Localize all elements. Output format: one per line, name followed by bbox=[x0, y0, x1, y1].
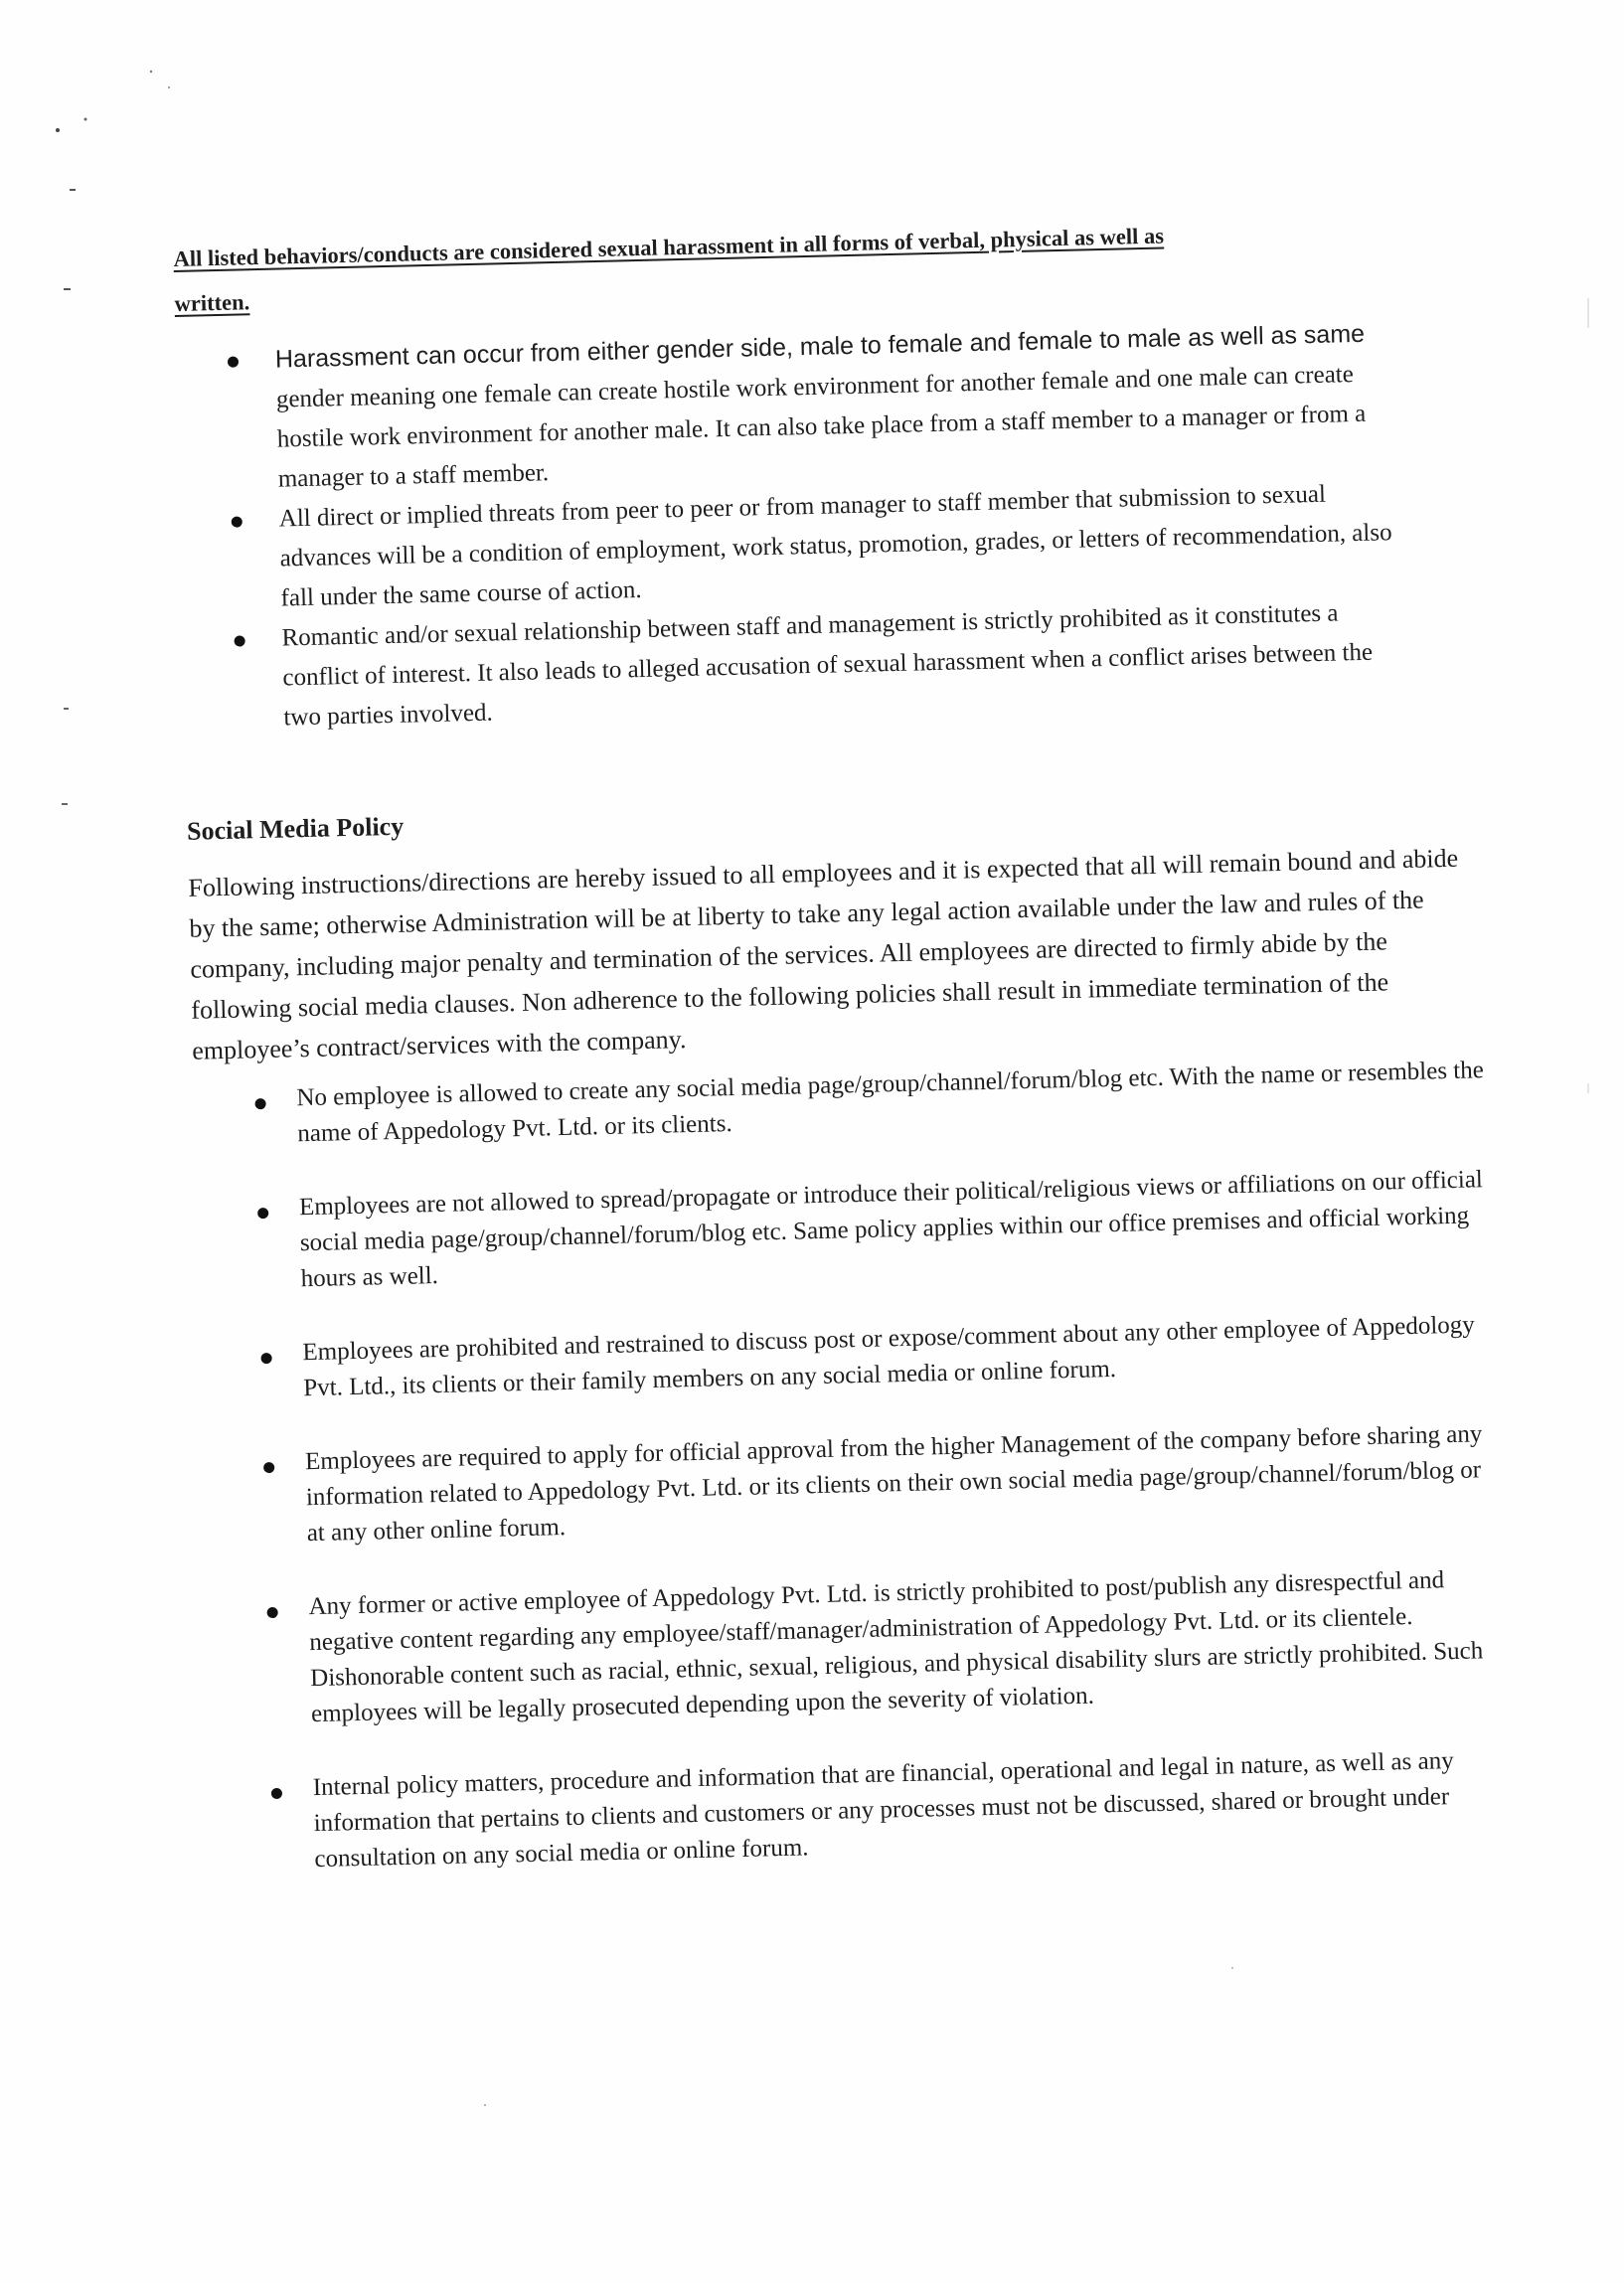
bullet-icon bbox=[232, 516, 243, 527]
bullet-icon bbox=[267, 1607, 278, 1618]
bullet-icon bbox=[234, 635, 244, 646]
list-item bbox=[175, 313, 1410, 502]
section-title: Social Media Policy bbox=[186, 811, 405, 846]
list-item bbox=[199, 1307, 1496, 1409]
list-item-text: No employee is allowed to create any social media page/group/channel/forum/blog etc. With the name or resembles the name of Appedology Pvt. Ltd. or its clients. bbox=[296, 1057, 1485, 1148]
document-body bbox=[173, 206, 1534, 1918]
bullet-icon bbox=[263, 1462, 274, 1473]
bullet-icon bbox=[257, 1208, 268, 1219]
list-item-first-line: All direct or implied threats from peer to peer or from manager to staff member that submission bbox=[278, 482, 1237, 533]
heading-line-2: written. bbox=[174, 289, 250, 316]
list-item bbox=[209, 1742, 1507, 1880]
list-item-text: gender meaning one female can create hostile work environment for another female and one male can create hostile work environment for another male. It can also take place from a staff member to a manager or from a manager to a staff member. bbox=[275, 361, 1367, 493]
list-item-text: constitutes a conflict of interest. It also leads to alleged accusation of sexual harassment when a conflict arises between the two parties involved. bbox=[282, 599, 1374, 732]
list-item-text: Employees are not allowed to spread/propagate or introduce their political/religious views or affiliations on our official social media page/group/channel/forum/blog etc. Same policy applies within our office premises and official working hours as well. bbox=[298, 1166, 1484, 1293]
list-item-text: Any former or active employee of Appedology Pvt. Ltd. is strictly prohibited to post/publish any disrespectful and negative content regarding any employee/staff/manager/administration of Appedology Pvt. Ltd. or its clientele. Dishonorable content such as racial, ethnic, sexual, religious, and physical disability slurs are strictly prohibited. Such employees will be legally prosecuted depending upon the severity of violation. bbox=[308, 1566, 1484, 1728]
bullet-icon bbox=[228, 356, 239, 367]
list-item-text: to sexual advances will be a condition of employment, work status, promotion, grades, or letters of recommendation, also fall under the same course of action. bbox=[279, 480, 1392, 612]
list-item-first-line: Harassment can occur from either gender side, male to female and female to male as well as same bbox=[274, 319, 1366, 374]
list-item-text: Employees are required to apply for official approval from the higher Management of the company before sharing any information related to Appedology Pvt. Ltd. or its clients on their own social media page/group/channel/forum/blog or at any other online forum. bbox=[304, 1420, 1483, 1548]
list-item bbox=[196, 1162, 1494, 1300]
heading-line-1: All listed behaviors/conducts are considered sexual harassment in all forms of verbal, physical as well as bbox=[173, 223, 1165, 271]
harassment-list bbox=[175, 311, 1506, 740]
list-item bbox=[202, 1416, 1500, 1554]
policy-intro: Following instructions/directions are hereby issued to all employees and it is expected that all will remain bound and abide by the same; otherwise Administration will be at liberty to take any legal action available under the law and rules of the company, including major penalty and termination of the services. All employees are directed to firmly abide by the following social media clauses. Non adherence to the following policies shall result in immediate termination of the employee’s contract/services with the company. bbox=[188, 843, 1459, 1065]
bullet-icon bbox=[260, 1353, 271, 1364]
social-media-list bbox=[193, 1052, 1534, 1879]
list-item-first-line: Romantic and/or sexual relationship between staff and management is strictly prohibited as it bbox=[281, 602, 1216, 652]
harassment-heading bbox=[173, 208, 1407, 326]
list-item-text: Internal policy matters, procedure and information that are financial, operational and legal in nature, as well as any information that pertains to clients and customers or any processes must not be discussed, shared or brought under consultation on any social media or online forum. bbox=[312, 1747, 1454, 1874]
bullet-icon bbox=[254, 1098, 265, 1109]
bullet-icon bbox=[271, 1788, 282, 1799]
list-item bbox=[205, 1561, 1504, 1735]
list-item-text: Employees are prohibited and restrained to discuss post or expose/comment about any other employee of Appedology Pvt. Ltd., its clients or their family members on any social media or online forum. bbox=[302, 1311, 1476, 1402]
list-item bbox=[193, 1053, 1490, 1155]
